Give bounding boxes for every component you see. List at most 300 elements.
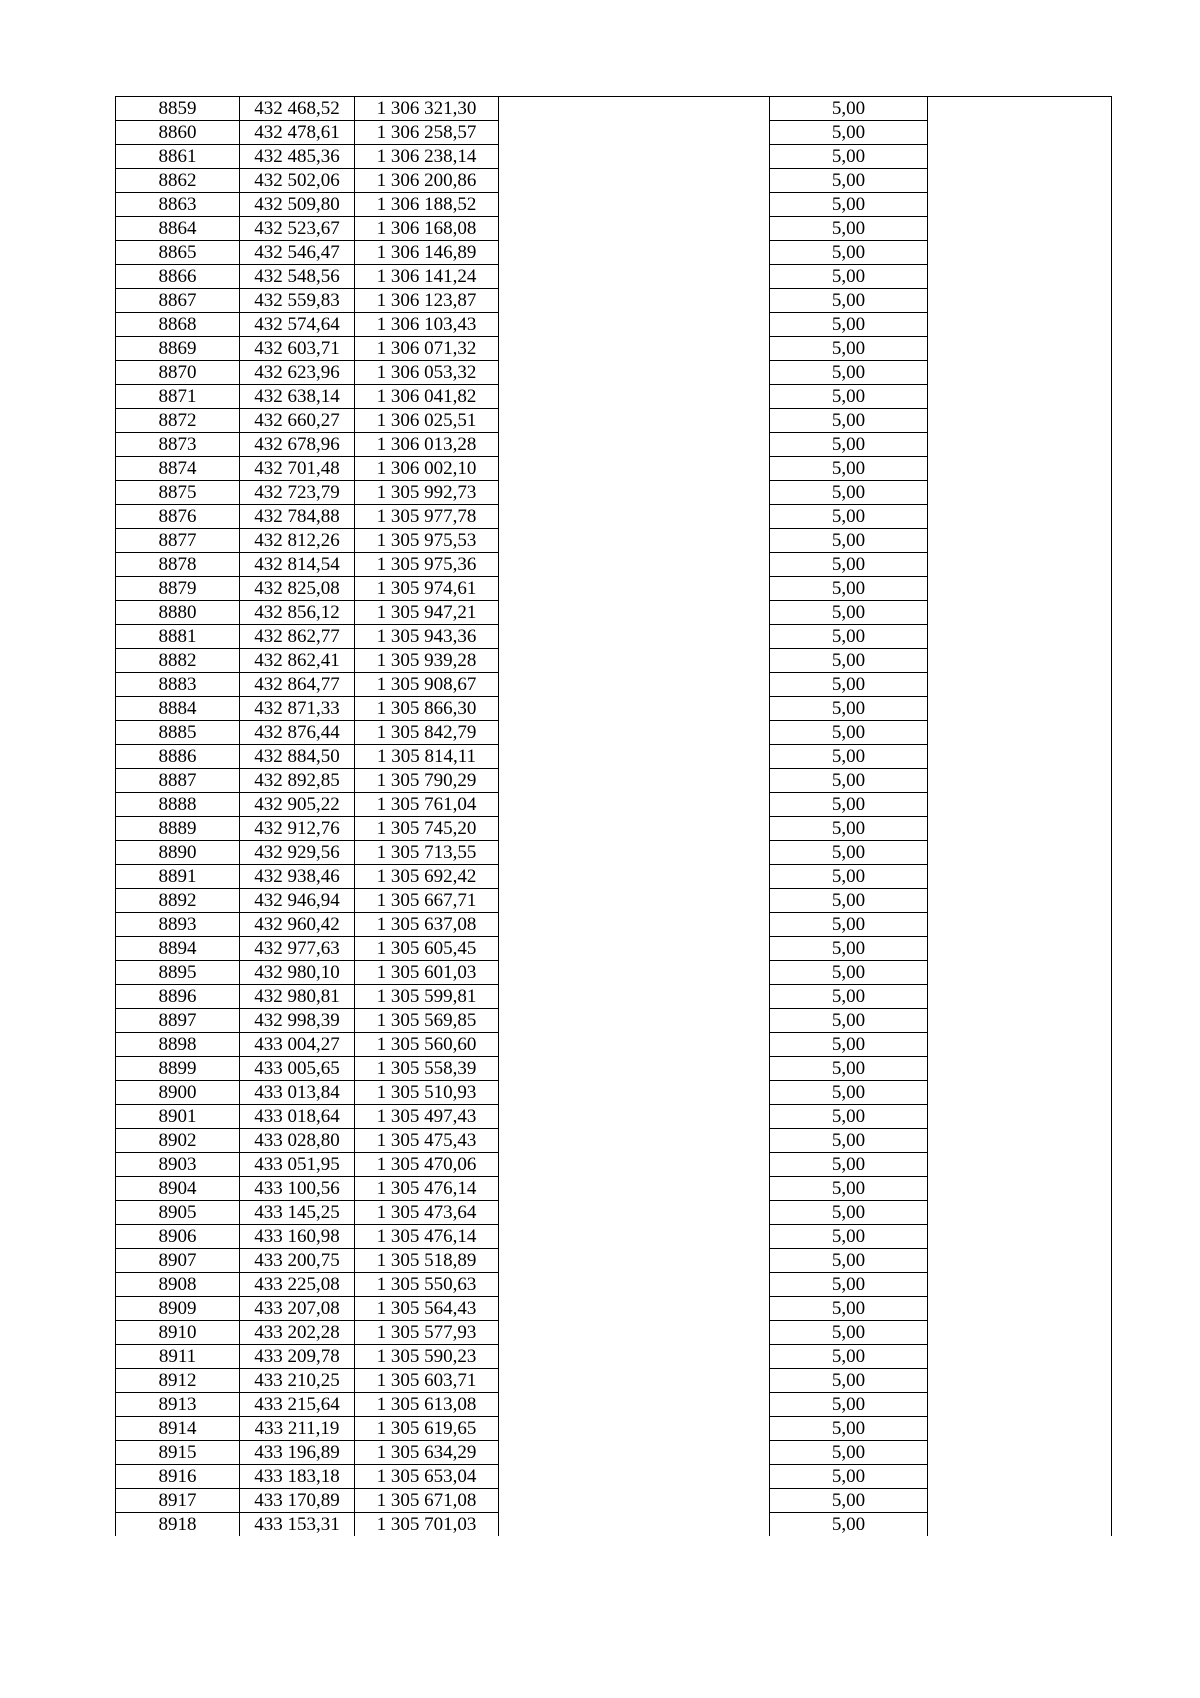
blank-cell <box>499 217 770 241</box>
table-row <box>116 889 1112 913</box>
value-cell: 5,00 <box>770 961 928 985</box>
value-cell: 5,00 <box>770 841 928 865</box>
blank-cell <box>928 1081 1112 1105</box>
blank-cell <box>499 577 770 601</box>
blank-cell <box>928 1225 1112 1249</box>
blank-cell <box>499 121 770 145</box>
y-coordinate-cell: 1 305 599,81 <box>355 985 499 1009</box>
table-row <box>116 769 1112 793</box>
point-number-cell: 8882 <box>116 649 240 673</box>
blank-cell <box>499 1033 770 1057</box>
value-cell: 5,00 <box>770 553 928 577</box>
blank-cell <box>499 745 770 769</box>
y-coordinate-cell: 1 306 013,28 <box>355 433 499 457</box>
blank-cell <box>928 697 1112 721</box>
blank-cell <box>499 529 770 553</box>
y-coordinate-cell: 1 305 560,60 <box>355 1033 499 1057</box>
blank-cell <box>499 913 770 937</box>
point-number-cell: 8863 <box>116 193 240 217</box>
table-row <box>116 985 1112 1009</box>
point-number-cell: 8900 <box>116 1081 240 1105</box>
y-coordinate-cell: 1 305 590,23 <box>355 1345 499 1369</box>
y-coordinate-cell: 1 305 975,53 <box>355 529 499 553</box>
blank-cell <box>928 1393 1112 1417</box>
x-coordinate-cell: 432 523,67 <box>240 217 355 241</box>
table-row <box>116 625 1112 649</box>
value-cell: 5,00 <box>770 169 928 193</box>
x-coordinate-cell: 432 701,48 <box>240 457 355 481</box>
y-coordinate-cell: 1 305 577,93 <box>355 1321 499 1345</box>
point-number-cell: 8880 <box>116 601 240 625</box>
y-coordinate-cell: 1 305 692,42 <box>355 865 499 889</box>
blank-cell <box>928 1153 1112 1177</box>
point-number-cell: 8870 <box>116 361 240 385</box>
blank-cell <box>928 817 1112 841</box>
blank-cell <box>499 1201 770 1225</box>
blank-cell <box>499 1249 770 1273</box>
point-number-cell: 8879 <box>116 577 240 601</box>
x-coordinate-cell: 432 502,06 <box>240 169 355 193</box>
table-row <box>116 1153 1112 1177</box>
blank-cell <box>928 1297 1112 1321</box>
table-row <box>116 169 1112 193</box>
value-cell: 5,00 <box>770 1345 928 1369</box>
value-cell: 5,00 <box>770 1321 928 1345</box>
blank-cell <box>499 1297 770 1321</box>
point-number-cell: 8909 <box>116 1297 240 1321</box>
point-number-cell: 8860 <box>116 121 240 145</box>
point-number-cell: 8888 <box>116 793 240 817</box>
blank-cell <box>499 1489 770 1513</box>
table-row <box>116 697 1112 721</box>
blank-cell <box>928 1009 1112 1033</box>
y-coordinate-cell: 1 305 473,64 <box>355 1201 499 1225</box>
x-coordinate-cell: 432 784,88 <box>240 505 355 529</box>
value-cell: 5,00 <box>770 745 928 769</box>
value-cell: 5,00 <box>770 1513 928 1537</box>
blank-cell <box>499 865 770 889</box>
table-row <box>116 457 1112 481</box>
blank-cell <box>928 481 1112 505</box>
y-coordinate-cell: 1 306 258,57 <box>355 121 499 145</box>
blank-cell <box>499 505 770 529</box>
value-cell: 5,00 <box>770 313 928 337</box>
blank-cell <box>928 1321 1112 1345</box>
table-row <box>116 433 1112 457</box>
blank-cell <box>928 961 1112 985</box>
point-number-cell: 8917 <box>116 1489 240 1513</box>
value-cell: 5,00 <box>770 673 928 697</box>
y-coordinate-cell: 1 305 713,55 <box>355 841 499 865</box>
y-coordinate-cell: 1 305 603,71 <box>355 1369 499 1393</box>
value-cell: 5,00 <box>770 1417 928 1441</box>
point-number-cell: 8859 <box>116 97 240 121</box>
table-row <box>116 241 1112 265</box>
blank-cell <box>499 1465 770 1489</box>
x-coordinate-cell: 432 977,63 <box>240 937 355 961</box>
table-row <box>116 1057 1112 1081</box>
point-number-cell: 8907 <box>116 1249 240 1273</box>
x-coordinate-cell: 433 183,18 <box>240 1465 355 1489</box>
value-cell: 5,00 <box>770 265 928 289</box>
blank-cell <box>499 193 770 217</box>
table-row <box>116 385 1112 409</box>
x-coordinate-cell: 432 548,56 <box>240 265 355 289</box>
y-coordinate-cell: 1 305 613,08 <box>355 1393 499 1417</box>
y-coordinate-cell: 1 306 200,86 <box>355 169 499 193</box>
value-cell: 5,00 <box>770 337 928 361</box>
blank-cell <box>499 433 770 457</box>
blank-cell <box>499 601 770 625</box>
y-coordinate-cell: 1 305 745,20 <box>355 817 499 841</box>
blank-cell <box>928 1033 1112 1057</box>
y-coordinate-cell: 1 306 002,10 <box>355 457 499 481</box>
y-coordinate-cell: 1 305 653,04 <box>355 1465 499 1489</box>
blank-cell <box>928 1513 1112 1537</box>
point-number-cell: 8868 <box>116 313 240 337</box>
point-number-cell: 8910 <box>116 1321 240 1345</box>
blank-cell <box>499 289 770 313</box>
point-number-cell: 8893 <box>116 913 240 937</box>
x-coordinate-cell: 432 862,41 <box>240 649 355 673</box>
y-coordinate-cell: 1 305 601,03 <box>355 961 499 985</box>
blank-cell <box>928 889 1112 913</box>
y-coordinate-cell: 1 305 761,04 <box>355 793 499 817</box>
point-number-cell: 8890 <box>116 841 240 865</box>
blank-cell <box>499 625 770 649</box>
table-row <box>116 217 1112 241</box>
value-cell: 5,00 <box>770 433 928 457</box>
y-coordinate-cell: 1 305 476,14 <box>355 1177 499 1201</box>
x-coordinate-cell: 432 876,44 <box>240 721 355 745</box>
table-row <box>116 937 1112 961</box>
y-coordinate-cell: 1 305 564,43 <box>355 1297 499 1321</box>
blank-cell <box>499 841 770 865</box>
value-cell: 5,00 <box>770 1201 928 1225</box>
x-coordinate-cell: 433 210,25 <box>240 1369 355 1393</box>
blank-cell <box>928 745 1112 769</box>
blank-cell <box>928 1057 1112 1081</box>
point-number-cell: 8892 <box>116 889 240 913</box>
blank-cell <box>928 553 1112 577</box>
blank-cell <box>928 409 1112 433</box>
blank-cell <box>928 217 1112 241</box>
table-row <box>116 1393 1112 1417</box>
table-row <box>116 1201 1112 1225</box>
x-coordinate-cell: 432 812,26 <box>240 529 355 553</box>
table-row <box>116 1297 1112 1321</box>
table-row <box>116 793 1112 817</box>
blank-cell <box>499 169 770 193</box>
x-coordinate-cell: 432 825,08 <box>240 577 355 601</box>
point-number-cell: 8895 <box>116 961 240 985</box>
table-row <box>116 481 1112 505</box>
blank-cell <box>499 889 770 913</box>
blank-cell <box>499 1225 770 1249</box>
x-coordinate-cell: 432 884,50 <box>240 745 355 769</box>
blank-cell <box>928 1369 1112 1393</box>
x-coordinate-cell: 433 202,28 <box>240 1321 355 1345</box>
blank-cell <box>928 841 1112 865</box>
point-number-cell: 8865 <box>116 241 240 265</box>
y-coordinate-cell: 1 305 470,06 <box>355 1153 499 1177</box>
x-coordinate-cell: 432 871,33 <box>240 697 355 721</box>
blank-cell <box>928 721 1112 745</box>
x-coordinate-cell: 433 207,08 <box>240 1297 355 1321</box>
value-cell: 5,00 <box>770 817 928 841</box>
x-coordinate-cell: 433 051,95 <box>240 1153 355 1177</box>
x-coordinate-cell: 432 980,10 <box>240 961 355 985</box>
table-row <box>116 145 1112 169</box>
y-coordinate-cell: 1 305 558,39 <box>355 1057 499 1081</box>
y-coordinate-cell: 1 306 025,51 <box>355 409 499 433</box>
blank-cell <box>928 121 1112 145</box>
point-number-cell: 8897 <box>116 1009 240 1033</box>
value-cell: 5,00 <box>770 1177 928 1201</box>
value-cell: 5,00 <box>770 937 928 961</box>
blank-cell <box>499 337 770 361</box>
point-number-cell: 8887 <box>116 769 240 793</box>
blank-cell <box>928 1417 1112 1441</box>
x-coordinate-cell: 432 905,22 <box>240 793 355 817</box>
blank-cell <box>928 625 1112 649</box>
y-coordinate-cell: 1 306 103,43 <box>355 313 499 337</box>
point-number-cell: 8918 <box>116 1513 240 1537</box>
point-number-cell: 8867 <box>116 289 240 313</box>
value-cell: 5,00 <box>770 361 928 385</box>
blank-cell <box>499 1129 770 1153</box>
blank-cell <box>499 241 770 265</box>
blank-cell <box>928 337 1112 361</box>
x-coordinate-cell: 432 623,96 <box>240 361 355 385</box>
value-cell: 5,00 <box>770 697 928 721</box>
point-number-cell: 8875 <box>116 481 240 505</box>
blank-cell <box>928 361 1112 385</box>
table-row <box>116 673 1112 697</box>
table-row <box>116 817 1112 841</box>
y-coordinate-cell: 1 305 947,21 <box>355 601 499 625</box>
value-cell: 5,00 <box>770 1441 928 1465</box>
x-coordinate-cell: 432 814,54 <box>240 553 355 577</box>
y-coordinate-cell: 1 305 497,43 <box>355 1105 499 1129</box>
blank-cell <box>928 985 1112 1009</box>
blank-cell <box>928 673 1112 697</box>
point-number-cell: 8902 <box>116 1129 240 1153</box>
table-row <box>116 121 1112 145</box>
table-row <box>116 721 1112 745</box>
x-coordinate-cell: 432 856,12 <box>240 601 355 625</box>
value-cell: 5,00 <box>770 1033 928 1057</box>
x-coordinate-cell: 432 912,76 <box>240 817 355 841</box>
table-row <box>116 841 1112 865</box>
y-coordinate-cell: 1 305 790,29 <box>355 769 499 793</box>
point-number-cell: 8905 <box>116 1201 240 1225</box>
blank-cell <box>928 529 1112 553</box>
blank-cell <box>928 193 1112 217</box>
value-cell: 5,00 <box>770 1273 928 1297</box>
value-cell: 5,00 <box>770 385 928 409</box>
blank-cell <box>928 241 1112 265</box>
x-coordinate-cell: 432 509,80 <box>240 193 355 217</box>
x-coordinate-cell: 432 478,61 <box>240 121 355 145</box>
table-body <box>116 97 1112 1537</box>
point-number-cell: 8885 <box>116 721 240 745</box>
value-cell: 5,00 <box>770 1009 928 1033</box>
value-cell: 5,00 <box>770 1105 928 1129</box>
table-row <box>116 1345 1112 1369</box>
x-coordinate-cell: 432 546,47 <box>240 241 355 265</box>
y-coordinate-cell: 1 305 671,08 <box>355 1489 499 1513</box>
x-coordinate-cell: 433 028,80 <box>240 1129 355 1153</box>
table-row <box>116 1105 1112 1129</box>
blank-cell <box>499 97 770 121</box>
table-row <box>116 313 1112 337</box>
y-coordinate-cell: 1 306 188,52 <box>355 193 499 217</box>
blank-cell <box>499 1417 770 1441</box>
value-cell: 5,00 <box>770 529 928 553</box>
blank-cell <box>499 1081 770 1105</box>
x-coordinate-cell: 433 145,25 <box>240 1201 355 1225</box>
blank-cell <box>499 313 770 337</box>
blank-cell <box>499 1321 770 1345</box>
value-cell: 5,00 <box>770 1081 928 1105</box>
y-coordinate-cell: 1 305 908,67 <box>355 673 499 697</box>
blank-cell <box>499 985 770 1009</box>
x-coordinate-cell: 432 960,42 <box>240 913 355 937</box>
blank-cell <box>499 1105 770 1129</box>
x-coordinate-cell: 433 200,75 <box>240 1249 355 1273</box>
value-cell: 5,00 <box>770 913 928 937</box>
blank-cell <box>928 385 1112 409</box>
blank-cell <box>499 697 770 721</box>
value-cell: 5,00 <box>770 865 928 889</box>
blank-cell <box>499 457 770 481</box>
blank-cell <box>928 937 1112 961</box>
point-number-cell: 8866 <box>116 265 240 289</box>
blank-cell <box>928 577 1112 601</box>
y-coordinate-cell: 1 306 146,89 <box>355 241 499 265</box>
value-cell: 5,00 <box>770 601 928 625</box>
x-coordinate-cell: 433 018,64 <box>240 1105 355 1129</box>
x-coordinate-cell: 432 864,77 <box>240 673 355 697</box>
table-row <box>116 553 1112 577</box>
value-cell: 5,00 <box>770 145 928 169</box>
blank-cell <box>499 769 770 793</box>
blank-cell <box>499 145 770 169</box>
blank-cell <box>928 1201 1112 1225</box>
y-coordinate-cell: 1 305 977,78 <box>355 505 499 529</box>
value-cell: 5,00 <box>770 121 928 145</box>
point-number-cell: 8864 <box>116 217 240 241</box>
x-coordinate-cell: 432 938,46 <box>240 865 355 889</box>
coordinates-table <box>115 96 1112 1536</box>
value-cell: 5,00 <box>770 241 928 265</box>
x-coordinate-cell: 433 225,08 <box>240 1273 355 1297</box>
y-coordinate-cell: 1 305 842,79 <box>355 721 499 745</box>
table-row <box>116 1177 1112 1201</box>
x-coordinate-cell: 433 013,84 <box>240 1081 355 1105</box>
blank-cell <box>499 1345 770 1369</box>
point-number-cell: 8903 <box>116 1153 240 1177</box>
value-cell: 5,00 <box>770 625 928 649</box>
value-cell: 5,00 <box>770 1249 928 1273</box>
blank-cell <box>499 1057 770 1081</box>
table-row <box>116 529 1112 553</box>
value-cell: 5,00 <box>770 1225 928 1249</box>
table-row <box>116 265 1112 289</box>
blank-cell <box>928 457 1112 481</box>
blank-cell <box>499 385 770 409</box>
table-row <box>116 577 1112 601</box>
point-number-cell: 8873 <box>116 433 240 457</box>
table-row <box>116 913 1112 937</box>
x-coordinate-cell: 432 660,27 <box>240 409 355 433</box>
table-row <box>116 1417 1112 1441</box>
point-number-cell: 8912 <box>116 1369 240 1393</box>
value-cell: 5,00 <box>770 289 928 313</box>
value-cell: 5,00 <box>770 985 928 1009</box>
x-coordinate-cell: 433 215,64 <box>240 1393 355 1417</box>
point-number-cell: 8894 <box>116 937 240 961</box>
y-coordinate-cell: 1 305 943,36 <box>355 625 499 649</box>
point-number-cell: 8861 <box>116 145 240 169</box>
blank-cell <box>928 1465 1112 1489</box>
blank-cell <box>499 793 770 817</box>
x-coordinate-cell: 432 468,52 <box>240 97 355 121</box>
blank-cell <box>928 649 1112 673</box>
value-cell: 5,00 <box>770 793 928 817</box>
x-coordinate-cell: 432 574,64 <box>240 313 355 337</box>
table-row <box>116 745 1112 769</box>
y-coordinate-cell: 1 305 510,93 <box>355 1081 499 1105</box>
x-coordinate-cell: 433 004,27 <box>240 1033 355 1057</box>
value-cell: 5,00 <box>770 217 928 241</box>
value-cell: 5,00 <box>770 1465 928 1489</box>
table-row <box>116 1465 1112 1489</box>
value-cell: 5,00 <box>770 1369 928 1393</box>
point-number-cell: 8876 <box>116 505 240 529</box>
blank-cell <box>928 505 1112 529</box>
x-coordinate-cell: 432 892,85 <box>240 769 355 793</box>
table-row <box>116 649 1112 673</box>
table-row <box>116 1273 1112 1297</box>
table-row <box>116 361 1112 385</box>
x-coordinate-cell: 432 862,77 <box>240 625 355 649</box>
value-cell: 5,00 <box>770 193 928 217</box>
y-coordinate-cell: 1 306 168,08 <box>355 217 499 241</box>
blank-cell <box>928 313 1112 337</box>
blank-cell <box>499 1369 770 1393</box>
blank-cell <box>499 409 770 433</box>
y-coordinate-cell: 1 305 814,11 <box>355 745 499 769</box>
y-coordinate-cell: 1 306 053,32 <box>355 361 499 385</box>
point-number-cell: 8871 <box>116 385 240 409</box>
value-cell: 5,00 <box>770 1153 928 1177</box>
point-number-cell: 8877 <box>116 529 240 553</box>
blank-cell <box>928 601 1112 625</box>
blank-cell <box>499 817 770 841</box>
table-row <box>116 1489 1112 1513</box>
value-cell: 5,00 <box>770 721 928 745</box>
x-coordinate-cell: 432 638,14 <box>240 385 355 409</box>
blank-cell <box>928 1105 1112 1129</box>
y-coordinate-cell: 1 305 992,73 <box>355 481 499 505</box>
x-coordinate-cell: 433 209,78 <box>240 1345 355 1369</box>
table-row <box>116 961 1112 985</box>
point-number-cell: 8874 <box>116 457 240 481</box>
value-cell: 5,00 <box>770 889 928 913</box>
blank-cell <box>499 961 770 985</box>
